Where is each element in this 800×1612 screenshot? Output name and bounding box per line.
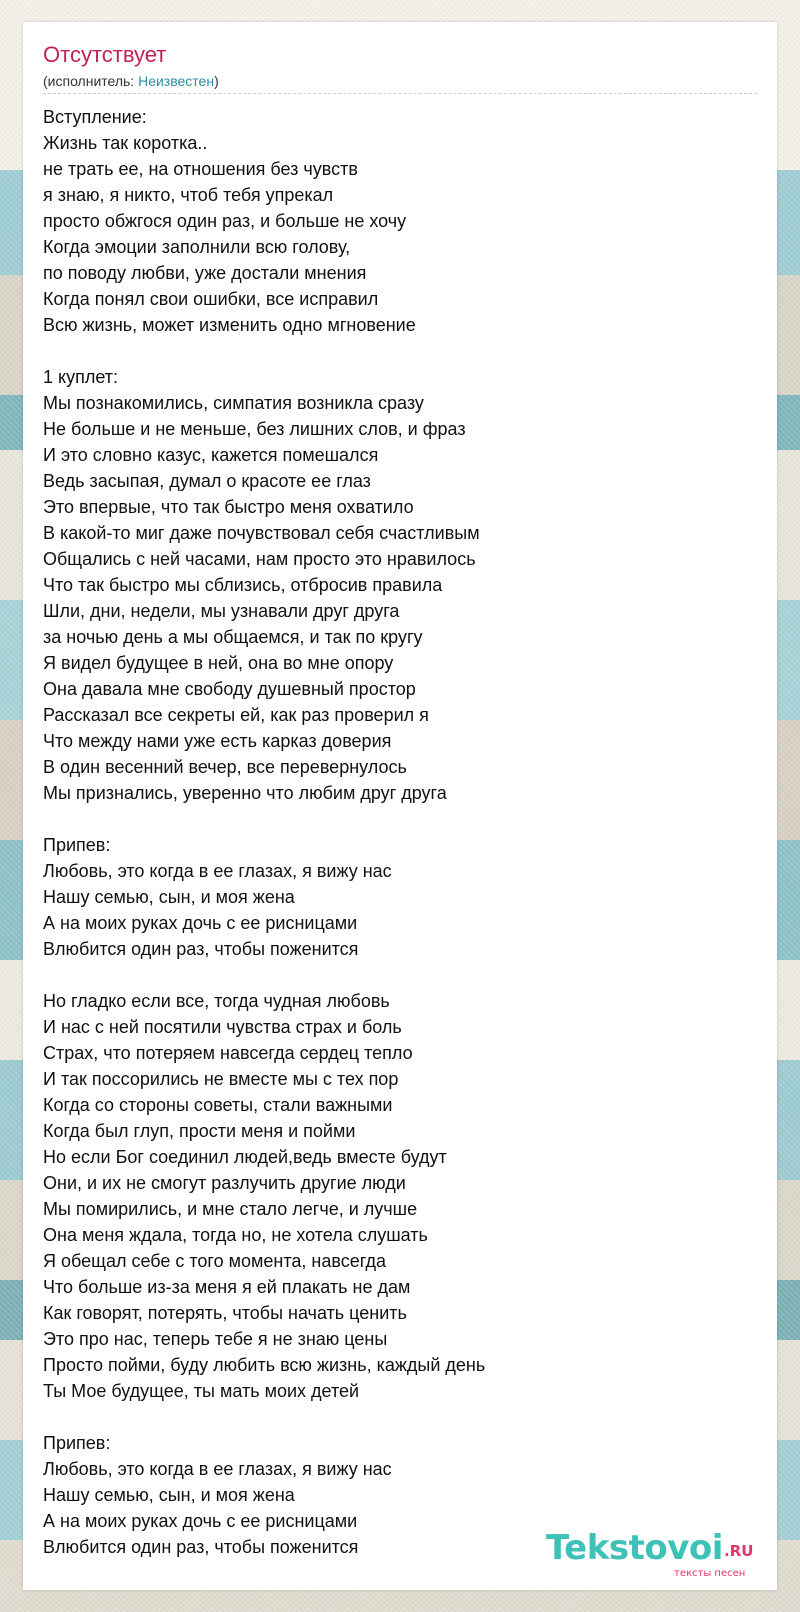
artist-link[interactable]: Неизвестен — [138, 73, 215, 89]
lyrics-text: Вступление: Жизнь так коротка.. не трать ее, на отношения без чувств я знаю, я никто, чтоб тебя упрекал просто обжгоcя один раз, и больше не хочу Когда эмоции заполнили всю голову, по поводу любви, уже достали мнения Когда понял свои ошибки, все исправил Всю жизнь, может изменить одно мгновение 1 куплет: Мы познакомились, симпатия возникла сразу Не больше и не меньше, без лишних слов, и фраз И это словно казус, кажется помешался Ведь засыпая, думал о красоте ее глаз Это впервые, что так быстро меня охватило В какой-то миг даже почувствовал себя счастливым Общались с ней часами, нам просто это нравилось Что так быстро мы сблизись, отбросив правила Шли, дни, недели, мы узнавали друг друга за ночью день а мы общаемся, и так по кругу Я видел будущее в ней, она во мне опору Она давала мне свободу душевный простор Рассказал все секреты ей, как раз проверил я Что между нами уже есть карказ доверия В один весенний вечер, все перевернулось Мы признались, уверенно что любим друг друга Припев: Любовь, это когда в ее глазах, я вижу нас Нашу семью, сын, и моя жена А на моих руках дочь с ее рисницами Влюбится один раз, чтобы поженится Но гладко если все, тогда чудная любовь И нас с ней посятили чувства страх и боль Страх, что потеряем навсегда сердец тепло И так поссорились не вместе мы с тех пор Когда со стороны советы, стали важными Когда был глуп, прости меня и пойми Но если Бог соединил людей,ведь вместе будут Они, и их не смогут разлучить другие люди Мы помирились, и мне стало легче, и лучше Она меня ждала, тогда но, не хотела слушать Я обещал себе с того момента, навсегда Что больше из-за меня я ей плакать не дам Как говорят, потерять, чтобы начать ценить Это про нас, теперь тебе я не знаю цены Просто пойми, буду любить всю жизнь, каждый день Ты Мое будущее, ты мать моих детей Припев: Любовь, это когда в ее глазах, я вижу нас Нашу семью, сын, и моя жена А на моих руках дочь с ее рисницами Влюбится один раз, чтобы поженится — [43, 107, 486, 1557]
song-title: Отсутствует — [43, 42, 167, 67]
performer-suffix: ) — [214, 73, 219, 89]
lyrics-card — [23, 22, 777, 1590]
logo-wordmark: Tekstovoi — [546, 1528, 723, 1568]
logo-tagline: тексты песен — [674, 1568, 746, 1579]
title-divider — [43, 93, 757, 94]
logo-domain: .RU — [724, 1542, 754, 1560]
performer-line — [43, 72, 219, 90]
performer-prefix: (исполнитель: — [43, 73, 139, 89]
site-logo[interactable] — [546, 1528, 778, 1584]
